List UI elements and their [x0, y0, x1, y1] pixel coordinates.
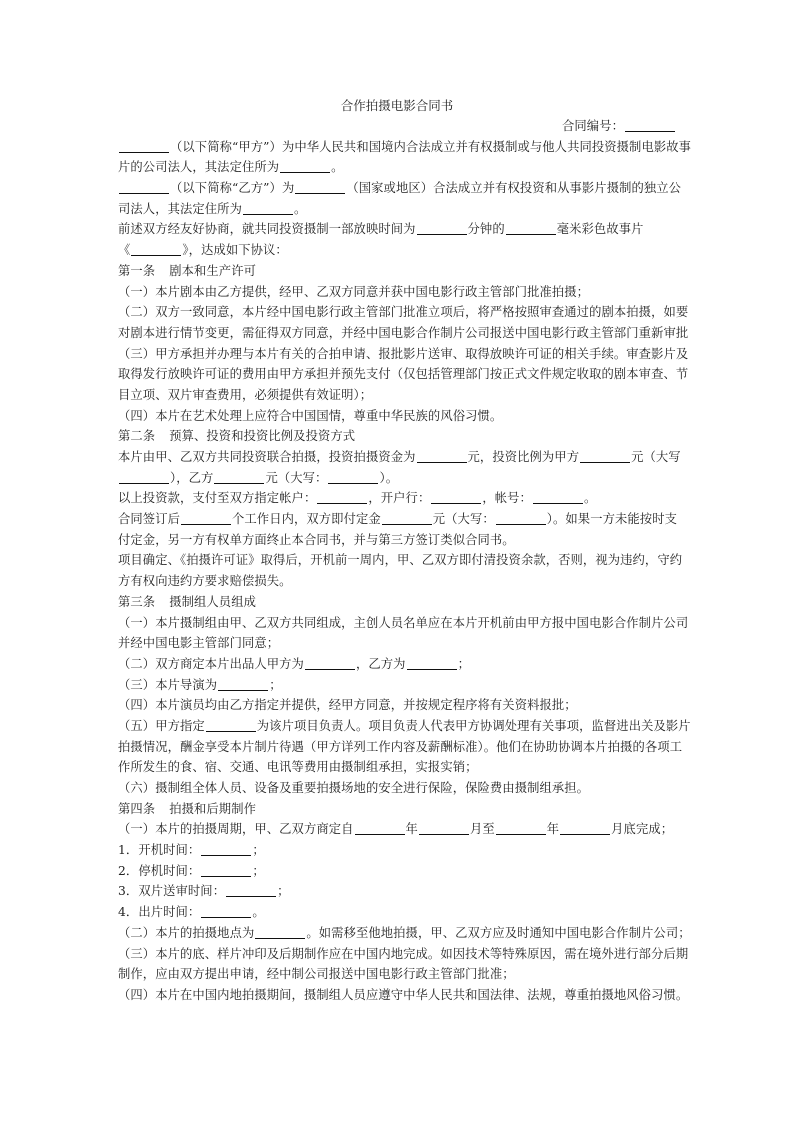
text-line [118, 695, 676, 716]
text-line [118, 157, 676, 178]
text-segment: （六）摄制组全体人员、设备及重要拍摄场地的安全进行保险，保险费由摄制组承担。 [118, 781, 590, 795]
fill-in-blank[interactable] [496, 511, 546, 525]
fill-in-blank[interactable] [214, 470, 264, 484]
text-line [118, 468, 676, 489]
text-segment: 年 [546, 822, 560, 837]
text-line [118, 323, 689, 344]
fill-in-blank[interactable] [243, 201, 293, 215]
fill-in-blank[interactable] [419, 821, 469, 835]
text-segment: （四）本片演员均由乙方指定并提供，经甲方同意，并按规定程序将有关资料报批； [118, 698, 577, 713]
fill-in-blank[interactable] [417, 221, 467, 235]
text-segment: 剧本和生产许可 [169, 263, 256, 278]
article-heading [118, 426, 676, 447]
text-line [118, 654, 676, 675]
text-line [118, 902, 676, 923]
text-line [118, 571, 676, 592]
text-line [118, 447, 681, 468]
text-line [118, 819, 676, 840]
fill-in-blank[interactable] [255, 925, 305, 939]
fill-in-blank[interactable] [305, 656, 355, 670]
text-segment: ； [277, 884, 290, 899]
text-line [118, 219, 676, 240]
text-segment: 。如需移至他地拍摄，甲、乙双方应及时通知中国电影合作制片公司； [306, 925, 691, 940]
fill-in-blank[interactable] [533, 490, 583, 504]
text-segment: 1．开机时间： [118, 843, 201, 858]
text-segment: 司法人，其法定住所为 [118, 201, 242, 216]
text-segment: ； [252, 843, 265, 858]
text-line [118, 509, 676, 530]
text-line [118, 199, 676, 220]
text-segment: ），乙方 [170, 470, 214, 485]
fill-in-blank[interactable] [280, 159, 330, 173]
text-segment: 片的公司法人，其法定住所为 [118, 160, 280, 175]
fill-in-blank[interactable] [201, 904, 251, 918]
text-segment: 元（大写： [432, 512, 495, 527]
text-segment: 本片由甲、乙双方共同投资联合拍摄，投资拍摄资金为 [118, 450, 416, 464]
text-segment: 合同签订后 [118, 512, 180, 527]
text-line [118, 385, 676, 406]
fill-in-blank[interactable] [382, 511, 432, 525]
text-segment: 前述双方经友好协商，就共同投资摄制一部放映时间为 [118, 222, 416, 237]
text-line [118, 178, 682, 199]
text-segment: （以下简称“甲方”）为中华人民共和国境内合法成立并有权摄制或与他人共同投资摄制电影故事 [170, 139, 692, 154]
text-segment: 。 [252, 905, 265, 920]
text-line [118, 944, 689, 965]
fill-in-blank[interactable] [206, 718, 256, 732]
text-segment: 毫米彩色故事片 [556, 222, 644, 237]
text-segment: 取得发行放映许可证的费用由甲方承担并预先支付（仅包括管理部门按正式文件规定收取的剧本审查、节 [118, 367, 689, 382]
text-line [118, 240, 676, 261]
article-heading [118, 799, 676, 820]
text-segment: ）。 [379, 470, 399, 485]
text-line [118, 137, 692, 158]
fill-in-blank[interactable] [218, 677, 268, 691]
text-segment: （四）本片在中国内地拍摄期间，摄制组人员应遵守中华人民共和国法律、法规，尊重拍摄地风俗习惯。 [118, 987, 689, 1002]
text-line [118, 344, 689, 365]
text-line [118, 923, 691, 944]
text-segment: 月至 [469, 822, 495, 837]
fill-in-blank[interactable] [119, 139, 169, 153]
text-segment: （三）甲方承担并办理与本片有关的合拍申请、报批影片送审、取得放映许可证的相关手续。审查影片及 [118, 346, 689, 361]
text-line [118, 757, 676, 778]
text-line [118, 861, 676, 882]
text-segment: （二）本片的拍摄地点为 [118, 925, 255, 940]
text-segment: 合同编号： [562, 119, 624, 133]
text-segment: ，帐号： [482, 491, 532, 506]
text-segment: 第一条 [118, 263, 156, 278]
fill-in-blank[interactable] [119, 470, 169, 484]
text-segment: 个工作日内，双方即付定金 [232, 512, 381, 527]
text-segment: 《 [118, 243, 131, 258]
text-segment: 方有权向违约方要求赔偿损失。 [118, 574, 292, 589]
text-segment: （一）本片的拍摄周期，甲、乙双方商定自 [118, 822, 354, 837]
fill-in-blank[interactable] [201, 863, 251, 877]
fill-in-blank[interactable] [328, 470, 378, 484]
document-body [118, 116, 692, 1006]
text-line [118, 364, 689, 385]
text-line [118, 406, 676, 427]
text-segment: （国家或地区）合法成立并有权投资和从事影片摄制的独立公 [346, 181, 682, 196]
text-segment: 目立项、双片审查费用，必须提供有效证明）； [118, 387, 373, 402]
text-segment: 。 [331, 160, 344, 175]
text-segment: 拍摄和后期制作 [169, 801, 256, 816]
text-segment: ）。如果一方未能按时支 [546, 512, 677, 527]
fill-in-blank[interactable] [496, 821, 546, 835]
contract-number-line [118, 116, 676, 137]
fill-in-blank[interactable] [226, 883, 276, 897]
fill-in-blank[interactable] [580, 449, 630, 463]
text-line [118, 613, 689, 634]
text-line [118, 881, 676, 902]
text-line [118, 737, 683, 758]
text-segment: （四）本片在艺术处理上应符合中国国情，尊重中华民族的风俗习惯。 [118, 408, 503, 423]
text-segment: 2．停机时间： [118, 863, 201, 878]
text-line [118, 840, 676, 861]
text-segment: 元（大写： [265, 470, 328, 485]
fill-in-blank[interactable] [131, 242, 181, 256]
text-segment: （一）本片摄制组由甲、乙双方共同组成，主创人员名单应在本片开机前由甲方报中国电影合作制片公司 [118, 615, 689, 630]
text-segment: 。 [583, 491, 597, 506]
fill-in-blank[interactable] [317, 490, 367, 504]
fill-in-blank[interactable] [431, 490, 481, 504]
text-segment: （五）甲方指定 [118, 718, 205, 733]
text-line [118, 550, 683, 571]
text-line [118, 985, 689, 1006]
text-segment: 摄制组人员组成 [169, 594, 256, 609]
text-segment: 分钟的 [467, 222, 505, 237]
document-title: 合作拍摄电影合同书 [340, 98, 454, 113]
text-segment: 第二条 [118, 429, 156, 444]
fill-in-blank[interactable] [181, 511, 231, 525]
text-line [118, 778, 676, 799]
text-line [118, 716, 691, 737]
text-segment: 。 [293, 201, 307, 216]
text-segment: ，开户行： [368, 491, 431, 506]
text-segment: 付定金，另一方有权单方面终止本合同书，并与第三方签订类似合同书。 [118, 532, 515, 547]
text-segment: 第三条 [118, 594, 156, 609]
text-segment: ； [457, 656, 470, 671]
text-segment: （二）双方商定本片出品人甲方为 [118, 656, 304, 671]
fill-in-blank[interactable] [119, 180, 169, 194]
fill-in-blank[interactable] [201, 842, 251, 856]
fill-in-blank[interactable] [295, 180, 345, 194]
text-segment: 为该片项目负责人。项目负责人代表甲方协调处理有关事项，监督进出关及影片 [256, 718, 691, 733]
text-line [118, 633, 676, 654]
text-segment: ； [269, 677, 282, 692]
text-segment: （以下简称“乙方”）为 [170, 181, 295, 196]
text-segment: （一）本片剧本由乙方提供，经甲、乙双方同意并获中国电影行政主管部门批准拍摄； [118, 284, 590, 299]
fill-in-blank[interactable] [506, 221, 556, 235]
text-segment: ，乙方为 [355, 656, 406, 671]
text-segment: 作所发生的食、宿、交通、电讯等费用由摄制组承担，实报实销； [118, 760, 478, 775]
fill-in-blank[interactable] [560, 821, 610, 835]
text-segment: 以上投资款，支付至双方指定帐户： [118, 491, 317, 506]
text-segment: 4．出片时间： [118, 905, 201, 920]
article-heading [118, 592, 676, 613]
text-segment: （三）本片的底、样片冲印及后期制作应在中国内地完成。如因技术等特殊原因，需在境外进行部分后期 [118, 946, 689, 961]
article-heading [118, 261, 676, 282]
text-segment: 项目确定、《拍摄许可证》取得后，开机前一周内，甲、乙双方即付清投资余款，否则，视为违约，守约 [118, 553, 683, 568]
text-line [118, 675, 676, 696]
text-line [118, 282, 676, 303]
text-segment: 制作，应由双方提出申请，经中制公司报送中国电影行政主管部门批准； [118, 967, 515, 982]
fill-in-blank[interactable] [407, 656, 457, 670]
fill-in-blank[interactable] [417, 449, 467, 463]
text-line [118, 964, 676, 985]
text-segment: 元（大写 [631, 450, 681, 464]
text-segment: 并经中国电影主管部门同意； [118, 636, 280, 651]
fill-in-blank[interactable] [355, 821, 405, 835]
text-segment: （二）双方一致同意，本片经中国电影行政主管部门批准立项后，将严格按照审查通过的剧本拍摄，如要 [118, 305, 689, 320]
text-segment: 》，达成如下协议： [182, 243, 288, 258]
text-line [118, 530, 676, 551]
text-segment: 月底完成； [611, 822, 674, 837]
text-segment: 预算、投资和投资比例及投资方式 [169, 429, 356, 444]
text-segment: ； [252, 863, 265, 878]
text-segment: 对剧本进行情节变更，需征得双方同意，并经中国电影合作制片公司报送中国电影行政主管部门重新审批 [118, 325, 689, 340]
text-segment: （三）本片导演为 [118, 677, 218, 692]
text-line [118, 488, 676, 509]
text-segment: 年 [405, 822, 418, 837]
text-segment: 第四条 [118, 801, 156, 816]
text-segment: 拍摄情况，酬金享受本片制片待遇（甲方详列工作内容及薪酬标准）。他们在协助协调本片拍摄的各项工 [118, 739, 683, 754]
text-segment: 3．双片送审时间： [118, 884, 226, 899]
text-segment: 元，投资比例为甲方 [467, 450, 580, 464]
text-line [118, 302, 689, 323]
fill-in-blank[interactable] [625, 118, 675, 132]
contract-document [118, 95, 692, 1006]
